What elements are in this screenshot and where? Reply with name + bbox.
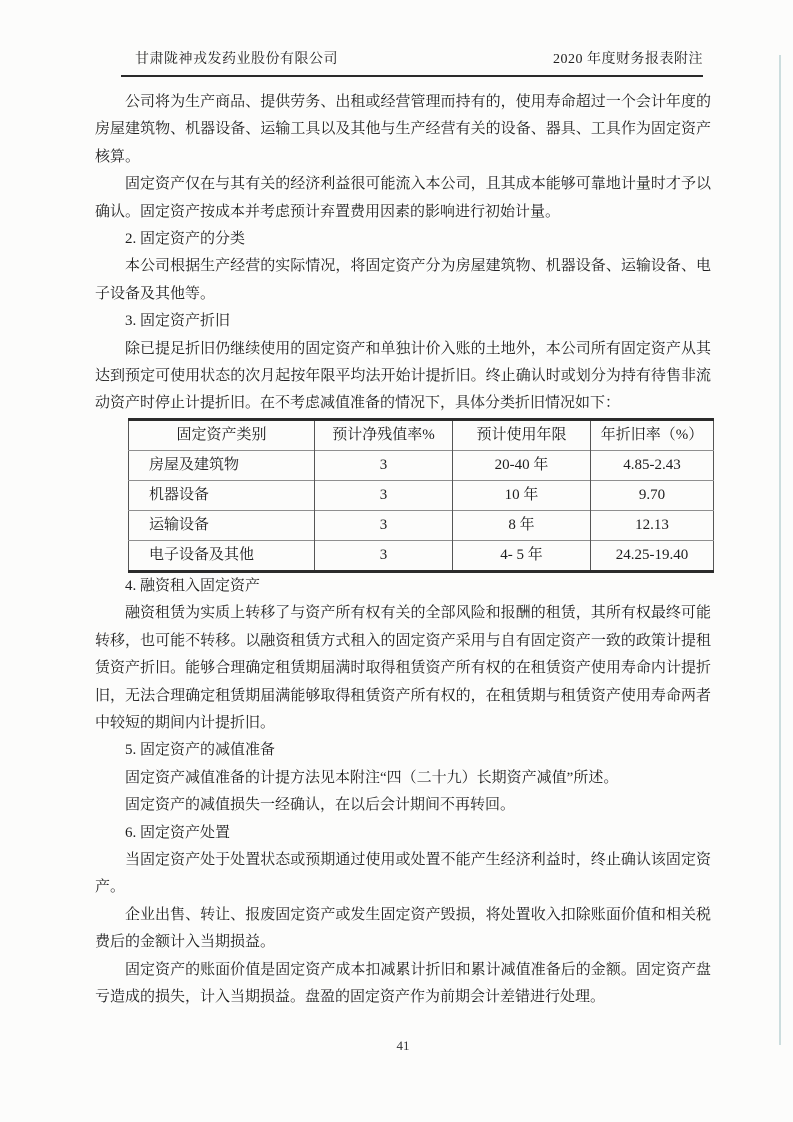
cell-category: 运输设备 [129,510,315,540]
col-header-annual-rate: 年折旧率（%） [591,419,714,450]
table-row [129,450,714,480]
table-row [129,480,714,510]
page-footer [95,1038,711,1054]
paragraph-finance-lease: 融资租赁为实质上转移了与资产所有权有关的全部风险和报酬的租赁，其所有权最终可能转移，也可能不转移。以融资租赁方式租入的固定资产采用与自有固定资产一致的政策计提租赁资产折旧。能够合理确定租赁期届满时取得租赁资产所有权的在租赁资产使用寿命内计提折旧，无法合理确定租赁期届满能够取得租赁资产所有权的，在租赁期与租赁资产使用寿命两者中较短的期间内计提折旧。 [95,605,711,731]
cell-useful-life: 20-40 年 [453,450,591,480]
page-number: 41 [396,1038,410,1053]
cell-residual-rate: 3 [315,540,453,571]
page-header [121,48,703,77]
company-name: 甘肃陇神戎发药业股份有限公司 [135,52,338,67]
paragraph-derecognition: 当固定资产处于处置状态或预期通过使用或处置不能产生经济利益时，终止确认该固定资产。 [95,851,711,896]
cell-category: 机器设备 [129,480,315,510]
paragraph-carrying-amount: 固定资产的账面价值是固定资产成本扣减累计折旧和累计减值准备后的金额。固定资产盘亏造成的损失，计入当期损益。盘盈的固定资产作为前期会计差错进行处理。 [95,961,711,1005]
col-header-residual-rate: 预计净残值率% [315,419,453,450]
paragraph-impairment-no-reversal: 固定资产的减值损失一经确认，在以后会计期间不再转回。 [125,797,516,814]
scan-artifact-line [779,55,781,1045]
col-header-useful-life: 预计使用年限 [453,419,591,450]
table-header-row [129,419,714,450]
depreciation-table [128,418,714,573]
cell-annual-rate: 4.85-2.43 [591,450,714,480]
paragraph-classification: 本公司根据生产经营的实际情况，将固定资产分为房屋建筑物、机器设备、运输设备、电子设备及其他等。 [95,258,711,302]
section-heading-finance-lease: 4. 融资租入固定资产 [125,577,261,594]
paragraph-depreciation-policy: 除已提足折旧仍继续使用的固定资产和单独计价入账的土地外，本公司所有固定资产从其达到预定可使用状态的次月起按年限平均法开始计提折旧。终止确认时或划分为持有待售非流动资产时停止计提折旧。在不考虑减值准备的情况下，具体分类折旧情况如下： [95,340,711,412]
cell-useful-life: 10 年 [453,480,591,510]
paragraph-fixed-assets-scope: 公司将为生产商品、提供劳务、出租或经营管理而持有的，使用寿命超过一个会计年度的房屋建筑物、机器设备、运输工具以及其他与生产经营有关的设备、器具、工具作为固定资产核算。 [95,94,711,165]
section-heading-disposal: 6. 固定资产处置 [125,824,231,841]
report-title: 2020 年度财务报表附注 [553,52,703,67]
cell-residual-rate: 3 [315,480,453,510]
paragraph-impairment-method: 固定资产减值准备的计提方法见本附注“四（二十九）长期资产减值”所述。 [125,769,619,786]
table-row [129,540,714,571]
document-body [95,89,711,1011]
cell-residual-rate: 3 [315,450,453,480]
cell-useful-life: 8 年 [453,510,591,540]
cell-residual-rate: 3 [315,510,453,540]
cell-annual-rate: 9.70 [591,480,714,510]
paragraph-disposal-gain-loss: 企业出售、转让、报废固定资产或发生固定资产毁损，将处置收入扣除账面价值和相关税费后的金额计入当期损益。 [95,906,711,951]
cell-annual-rate: 24.25-19.40 [591,540,714,571]
section-heading-impairment: 5. 固定资产的减值准备 [125,742,276,759]
col-header-category: 固定资产类别 [176,426,267,443]
cell-annual-rate: 12.13 [591,510,714,540]
cell-category: 房屋及建筑物 [129,450,315,480]
table-row [129,510,714,540]
section-heading-classification: 2. 固定资产的分类 [125,231,246,248]
section-heading-depreciation: 3. 固定资产折旧 [125,313,231,330]
paragraph-recognition: 固定资产仅在与其有关的经济利益很可能流入本公司，且其成本能够可靠地计量时才予以确认。固定资产按成本并考虑预计弃置费用因素的影响进行初始计量。 [95,176,711,220]
cell-useful-life: 4- 5 年 [453,540,591,571]
cell-category: 电子设备及其他 [129,540,315,571]
